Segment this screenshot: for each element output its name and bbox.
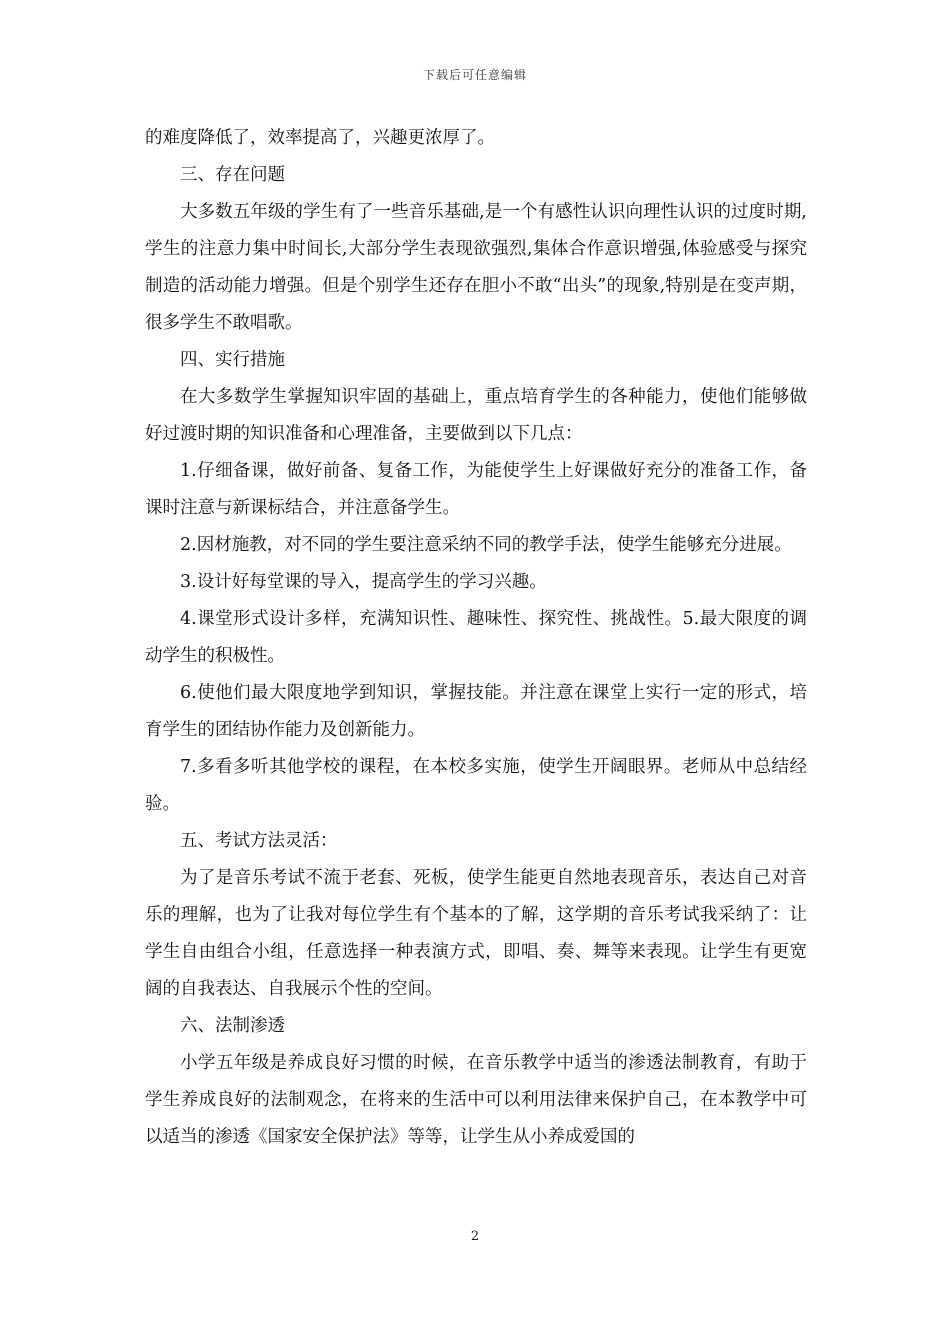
paragraph: 小学五年级是养成良好习惯的时候，在音乐教学中适当的渗透法制教育，有助于学生养成良好的法制观念，在将来的生活中可以利用法律来保护自己，在本教学中可以适当的渗透《国家安全保护法》等等，让学生从小养成爱国的 <box>145 1053 807 1147</box>
paragraph: 为了是音乐考试不流于老套、死板，使学生能更自然地表现音乐，表达自己对音乐的理解，也为了让我对每位学生有个基本的了解，这学期的音乐考试我采纳了：让学生自由组合小组，任意选择一种表演方式，即唱、奏、舞等来表现。让学生有更宽阔的自我表达、自我展示个性的空间。 <box>145 868 807 999</box>
page-number: 2 <box>470 1229 480 1244</box>
page-header: 下载后可任意编辑 <box>422 68 527 82</box>
section-heading: 六、法制渗透 <box>180 1016 285 1036</box>
document-body <box>145 120 807 1156</box>
list-item: 1.仔细备课，做好前备、复备工作，为能使学生上好课做好充分的准备工作，备课时注意与新课标结合，并注意备学生。 <box>145 461 807 518</box>
section-heading: 五、考试方法灵活： <box>180 831 338 851</box>
list-item: 4.课堂形式设计多样，充满知识性、趣味性、探究性、挑战性。5.最大限度的调动学生的积极性。 <box>145 609 807 666</box>
section-heading: 四、实行措施 <box>180 350 285 370</box>
list-item: 3.设计好每堂课的导入，提高学生的学习兴趣。 <box>180 572 547 592</box>
paragraph: 在大多数学生掌握知识牢固的基础上，重点培育学生的各种能力，使他们能够做好过渡时期的知识准备和心理准备，主要做到以下几点： <box>145 387 807 444</box>
list-item: 2.因材施教，对不同的学生要注意采纳不同的教学手法，使学生能够充分进展。 <box>180 535 792 555</box>
paragraph: 的难度降低了，效率提高了，兴趣更浓厚了。 <box>145 128 495 148</box>
paragraph: 大多数五年级的学生有了一些音乐基础,是一个有感性认识向理性认识的过度时期,学生的注意力集中时间长,大部分学生表现欲强烈,集体合作意识增强,体验感受与探究制造的活动能力增强。但是个别学生还存在胆小不敢“出头”的现象,特别是在变声期，很多学生不敢唱歌。 <box>145 202 807 333</box>
list-item: 6.使他们最大限度地学到知识，掌握技能。并注意在课堂上实行一定的形式，培育学生的团结协作能力及创新能力。 <box>145 683 807 740</box>
section-heading: 三、存在问题 <box>180 165 285 185</box>
list-item: 7.多看多听其他学校的课程，在本校多实施，使学生开阔眼界。老师从中总结经验。 <box>145 757 807 814</box>
